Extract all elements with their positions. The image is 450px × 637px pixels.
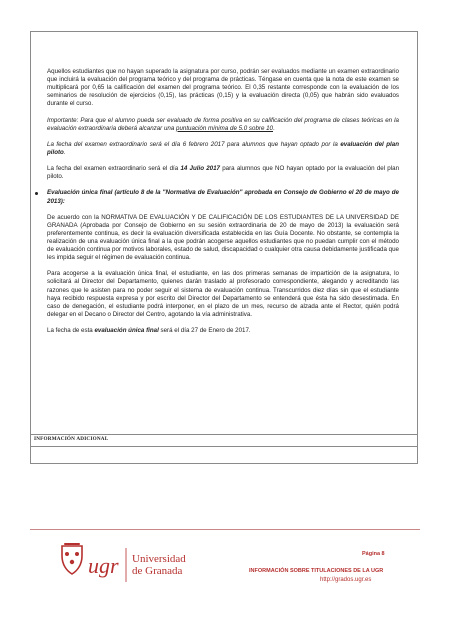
page-number: Página 8: [362, 551, 385, 557]
footer-info-label: INFORMACIÓN SOBRE TITULACIONES DE LA UGR: [249, 568, 384, 574]
evaluation-section: [31, 32, 417, 435]
additional-info-body: [31, 446, 417, 463]
important-label: Importante: [47, 116, 77, 124]
additional-info-title: INFORMACIÓN ADICIONAL: [34, 436, 109, 442]
footer-url-link[interactable]: http://grados.ugr.es: [320, 577, 372, 583]
paragraph-normativa: De acuerdo con la NORMATIVA DE EVALUACIÓN Y DE CALIFICACIÓN DE LOS ESTUDIANTES DE LA UNIVERSIDAD DE GRANADA (Aprobada por Consejo de Gobierno en su sesión extraordinaria de 20 de mayo de 2013) la evaluación será preferentemente continua, es decir la evaluación diversificada establecida en las Guía Docente. No obstante, se contempla la realización de una evaluación única final a la que podrán acogerse aquellos estudiantes que no puedan cumplir con el método de evaluación continua por motivos laborales, estado de salud, discapacidad o cualquier otra causa debidamente justificada que les impida seguir el régimen de evaluación continua.: [47, 213, 399, 262]
paragraph-extraordinary: Aquellos estudiantes que no hayan superado la asignatura por curso, podrán ser evaluados mediante un examen extraordinario que incluirá la evaluación del programa teórico y del programa de prácticas. Téngase en cuenta que la nota de este examen se multiplicará por 0,65 la calificación del examen del programa teórico. El 0,35 restante corresponde con la evaluación de los seminarios de resolución de ejercicios (0,15), las prácticas (0,15) y la evaluación directa (0,05) que habrán sido evaluados durante el curso.: [47, 68, 399, 108]
svg-text:ugr: ugr: [88, 553, 119, 578]
paragraph-final-date: La fecha de esta evaluación única final será el día 27 de Enero de 2017.: [47, 327, 251, 334]
paragraph-request-procedure: Para acogerse a la evaluación única final, el estudiante, en las dos primeras semanas de impartición de la asignatura, lo solicitará al Director del Departamento, quienes darán traslado al profesorado correspondiente, alegando y acreditando las razones que le asisten para no poder seguir el sistema de evaluación continua. Transcurridos diez días sin que el estudiante haya recibido respuesta expresa y por escrito del Director del Departamento se entenderá que ésta ha sido desestimada. En caso de denegación, el estudiante podrá interponer, en el plazo de un mes, recurso de alzada ante el Rector, quién podrá delegar en el Decano o Director del Centro, agotando la vía administrativa.: [47, 270, 399, 318]
evaluation-text: [47, 68, 399, 343]
paragraph-date-no-pilot: La fecha del examen extraordinario será el día 14 Julio 2017 para alumnos que NO hayan optado por la evaluación del plan piloto.: [47, 165, 400, 181]
minimum-score: puntuación mínima de 5.0 sobre 10: [176, 124, 273, 132]
paragraph-important: Importante: Para que el alumno pueda ser evaluado de forma positiva en su calificación del programa de clases teóricas en la evaluación extraordinaria deberá alcanzar una puntuación mínima de 5.0 sobre 10.: [47, 116, 399, 132]
bullet-single-final-evaluation: Evaluación única final (artículo 8 de la "Normativa de Evaluación" aprobada en Consejo de Gobierno el 20 de mayo de 2013):: [47, 189, 399, 205]
footer-divider: [30, 529, 420, 530]
content-frame: [30, 31, 418, 464]
university-name: Universidad de Granada: [132, 553, 186, 577]
bullet-icon: [35, 192, 38, 195]
paragraph-date-pilot: La fecha del examen extraordinario será el día 6 febrero 2017 para alumnos que hayan optado por la evaluación del plan piloto.: [47, 140, 399, 156]
